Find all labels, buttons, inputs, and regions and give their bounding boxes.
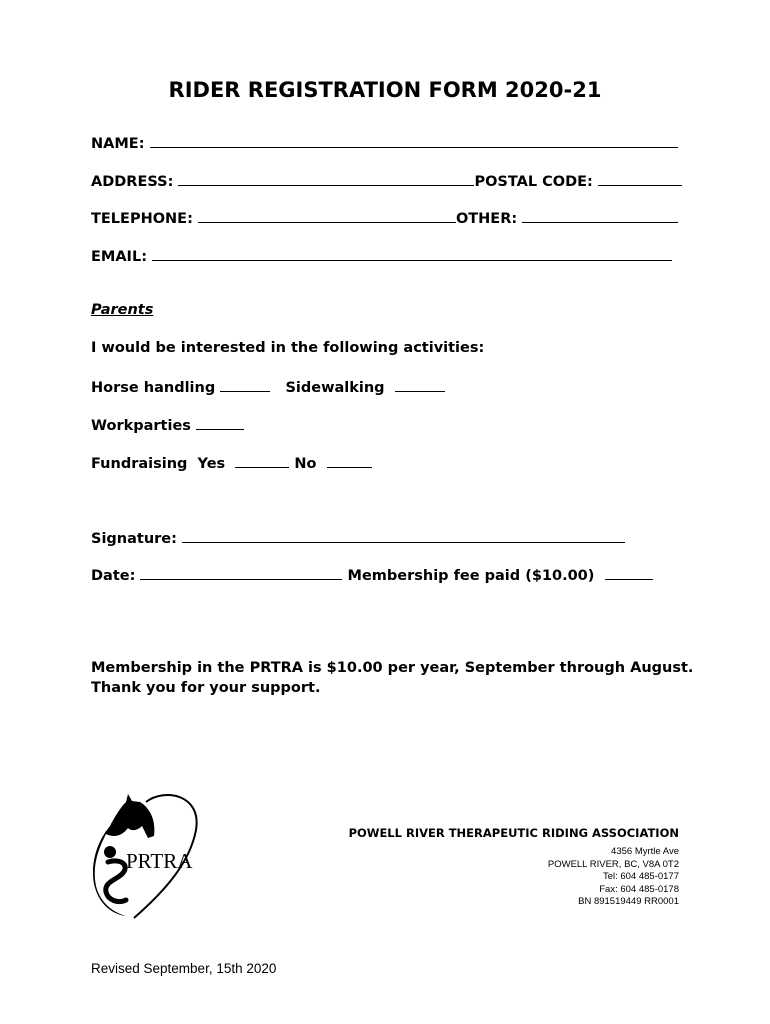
- address-label: ADDRESS:: [91, 174, 174, 190]
- address-row: [91, 171, 682, 190]
- form-title: RIDER REGISTRATION FORM 2020-21: [168, 78, 602, 102]
- workparties-row: [91, 415, 244, 434]
- other-label: OTHER:: [455, 211, 518, 227]
- postal-code-field[interactable]: [598, 171, 682, 186]
- interest-text: I would be interested in the following activities:: [91, 340, 485, 356]
- membership-note-line2: Thank you for your support.: [91, 680, 321, 696]
- logo-text: PRTRA: [126, 849, 193, 873]
- membership-fee-label: Membership fee paid ($10.00): [347, 568, 595, 584]
- fundraising-label: Fundraising: [91, 456, 188, 472]
- telephone-row: [91, 208, 678, 227]
- organization-address-block: [349, 826, 679, 909]
- fundraising-no-field[interactable]: [327, 453, 372, 468]
- date-row: [91, 565, 653, 584]
- fundraising-yes-field[interactable]: [235, 453, 289, 468]
- signature-label: Signature:: [91, 531, 177, 547]
- telephone-field[interactable]: [198, 208, 456, 223]
- horse-handling-field[interactable]: [220, 377, 270, 392]
- name-row: [91, 133, 678, 152]
- name-field[interactable]: [150, 133, 678, 148]
- organization-bn: BN 891519449 RR0001: [578, 896, 679, 907]
- date-label: Date:: [91, 568, 136, 584]
- logo-rider-body: [106, 861, 126, 902]
- organization-fax: Fax: 604 485-0178: [599, 883, 679, 895]
- other-field[interactable]: [522, 208, 678, 223]
- membership-note-line1: Membership in the PRTRA is $10.00 per year, September through August.: [91, 660, 694, 676]
- prtra-logo: [84, 790, 214, 920]
- sidewalking-label: Sidewalking: [285, 380, 385, 396]
- sidewalking-field[interactable]: [395, 377, 445, 392]
- organization-tel: Tel: 604 485-0177: [602, 871, 679, 882]
- organization-city: POWELL RIVER, BC, V8A 0T2: [547, 858, 679, 870]
- telephone-label: TELEPHONE:: [91, 211, 193, 227]
- fundraising-no-label: No: [294, 456, 317, 472]
- signature-row: [91, 528, 625, 547]
- membership-fee-field[interactable]: [605, 565, 653, 580]
- parents-heading: Parents: [91, 302, 154, 318]
- fundraising-row: [91, 453, 372, 472]
- workparties-field[interactable]: [196, 415, 244, 430]
- logo-rider-head: [104, 846, 116, 858]
- name-label: NAME:: [91, 136, 145, 152]
- email-label: EMAIL:: [91, 249, 147, 265]
- address-field[interactable]: [178, 171, 474, 186]
- revised-date: Revised September, 15th 2020: [91, 961, 277, 976]
- signature-field[interactable]: [182, 528, 625, 543]
- postal-code-label: POSTAL CODE:: [474, 174, 593, 190]
- organization-name: POWELL RIVER THERAPEUTIC RIDING ASSOCIATION: [348, 826, 679, 840]
- fundraising-yes-label: Yes: [197, 456, 226, 472]
- activities-row: [91, 377, 445, 396]
- horse-handling-label: Horse handling: [91, 380, 216, 396]
- workparties-label: Workparties: [91, 418, 191, 434]
- date-field[interactable]: [140, 565, 342, 580]
- email-field[interactable]: [152, 246, 672, 261]
- membership-note: [91, 658, 693, 698]
- organization-street: 4356 Myrtle Ave: [611, 846, 679, 857]
- email-row: [91, 246, 672, 265]
